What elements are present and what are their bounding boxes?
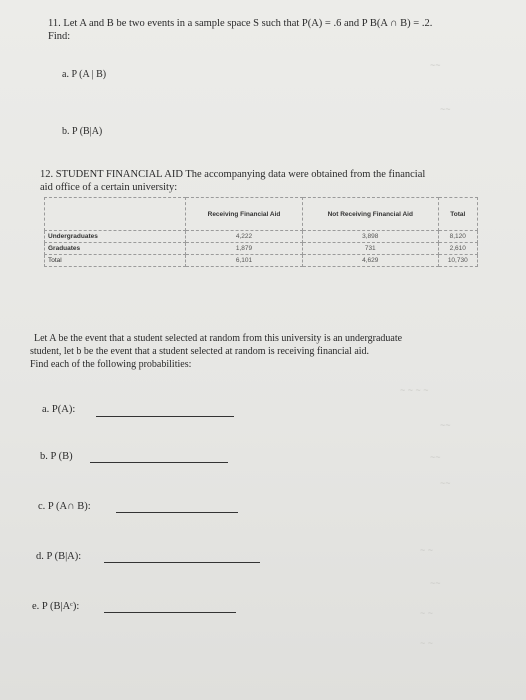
table-cell: 6,101 bbox=[186, 255, 303, 267]
bleed-through-mark: ~ ~ bbox=[420, 545, 434, 555]
answer-blank-a[interactable] bbox=[96, 416, 234, 417]
table-cell: 4,222 bbox=[186, 231, 303, 243]
bleed-through-mark: ~~ bbox=[430, 60, 441, 70]
answer-blank-c[interactable] bbox=[116, 512, 238, 513]
table-header-cell: Not Receiving Financial Aid bbox=[303, 198, 439, 231]
table-header-cell: Receiving Financial Aid bbox=[186, 198, 303, 231]
bleed-through-mark: ~~ bbox=[430, 452, 441, 462]
q12-desc-line3: Find each of the following probabilities: bbox=[30, 359, 192, 370]
financial-aid-table bbox=[44, 197, 478, 267]
table-header-cell bbox=[45, 198, 186, 231]
q11-part-b: b. P (B|A) bbox=[62, 126, 103, 137]
table-header-row bbox=[45, 198, 478, 231]
answer-blank-d[interactable] bbox=[104, 562, 260, 563]
row-label: Total bbox=[45, 255, 186, 267]
bleed-through-mark: ~ ~ ~ ~ bbox=[400, 385, 429, 395]
table-row bbox=[45, 243, 478, 255]
bleed-through-mark: ~ ~ bbox=[420, 608, 434, 618]
table-cell: 1,879 bbox=[186, 243, 303, 255]
q12-item-b: b. P (B) bbox=[40, 451, 73, 462]
table-row bbox=[45, 255, 478, 267]
bleed-through-mark: ~~ bbox=[440, 478, 451, 488]
q11-intro: 11. Let A and B be two events in a sample space S such that P(A) = .6 and P B(A ∩ B) = .2. bbox=[48, 18, 433, 29]
answer-blank-b[interactable] bbox=[90, 462, 228, 463]
q12-title-line1: 12. STUDENT FINANCIAL AID The accompanying data were obtained from the financial bbox=[40, 169, 426, 180]
table-cell: 2,610 bbox=[438, 243, 477, 255]
q12-item-a: a. P(A): bbox=[42, 404, 76, 415]
bleed-through-mark: ~ ~ bbox=[420, 638, 434, 648]
row-label: Undergraduates bbox=[45, 231, 186, 243]
q12-item-c: c. P (A∩ B): bbox=[38, 501, 91, 512]
q12-title-line2: aid office of a certain university: bbox=[40, 182, 178, 193]
table-cell: 731 bbox=[303, 243, 439, 255]
q12-desc-line2: student, let b be the event that a student selected at random is receiving financial aid. bbox=[30, 346, 370, 357]
table-row bbox=[45, 231, 478, 243]
table-cell: 10,730 bbox=[438, 255, 477, 267]
table-cell: 4,629 bbox=[303, 255, 439, 267]
bleed-through-mark: ~~ bbox=[430, 578, 441, 588]
q11-part-a: a. P (A | B) bbox=[62, 69, 107, 80]
table-cell: 3,898 bbox=[303, 231, 439, 243]
q11-find: Find: bbox=[48, 31, 71, 42]
bleed-through-mark: ~~ bbox=[440, 420, 451, 430]
q12-item-e: e. P (B|Aᶜ): bbox=[32, 601, 80, 612]
q12-desc-line1: Let A be the event that a student selected at random from this university is an undergraduate bbox=[34, 333, 403, 344]
bleed-through-mark: ~~ bbox=[440, 104, 451, 114]
row-label: Graduates bbox=[45, 243, 186, 255]
q12-item-d: d. P (B|A): bbox=[36, 551, 82, 562]
answer-blank-e[interactable] bbox=[104, 612, 236, 613]
table-header-cell: Total bbox=[438, 198, 477, 231]
table-cell: 8,120 bbox=[438, 231, 477, 243]
